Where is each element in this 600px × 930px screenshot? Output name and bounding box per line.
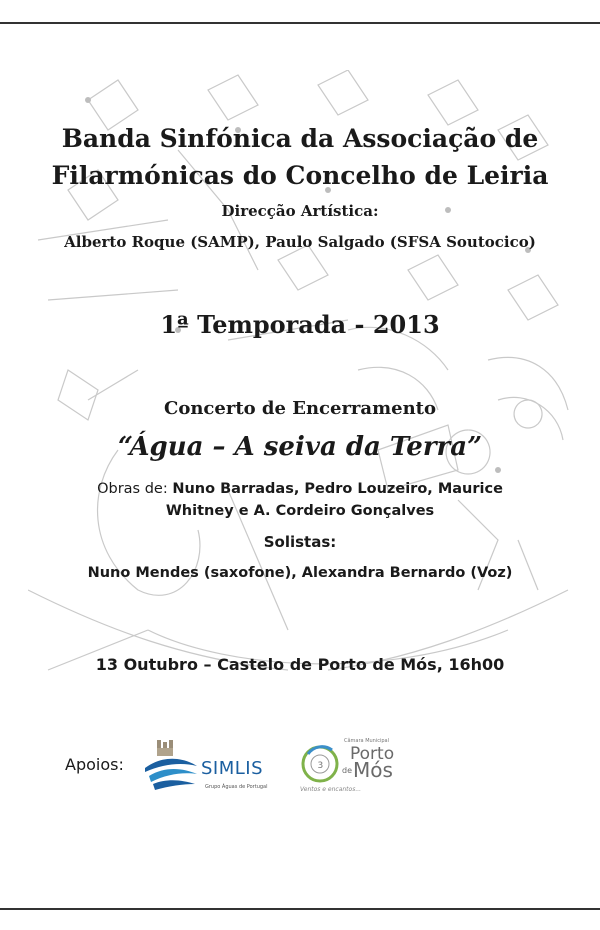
soloists-names: Nuno Mendes (saxofone), Alexandra Bernardo (Voz) xyxy=(87,565,513,581)
artistic-direction-label: Direcção Artística: xyxy=(221,202,379,220)
top-border-line xyxy=(0,22,600,24)
support-label: Apoios: xyxy=(65,755,124,774)
works-prefix: Obras de: xyxy=(97,481,168,497)
simlis-subtitle: Grupo Águas de Portugal xyxy=(205,784,268,790)
porto-name-line-2: Mós xyxy=(353,758,393,782)
bottom-border-line xyxy=(0,908,600,910)
porto-top-text: Câmara Municipal xyxy=(344,738,390,744)
soloists-label: Solistas: xyxy=(263,533,337,551)
porto-connector: de xyxy=(342,766,352,775)
works-names-line-2: Whitney e A. Cordeiro Gonçalves xyxy=(165,503,435,519)
works-line-1 xyxy=(0,478,600,500)
concert-title: “Água – A seiva da Terra” xyxy=(117,432,483,462)
porto-de-mos-logo xyxy=(298,736,408,798)
works-names-line-1: Nuno Barradas, Pedro Louzeiro, Maurice xyxy=(172,481,503,497)
simlis-name: SIMLIS xyxy=(201,758,264,779)
simlis-logo xyxy=(143,738,273,798)
band-title xyxy=(0,120,600,194)
band-title-line-1: Banda Sinfónica da Associação de xyxy=(61,124,539,153)
porto-name-line-1: Porto xyxy=(350,744,395,764)
porto-de-mos-emblem-icon xyxy=(298,738,346,788)
concert-label: Concerto de Encerramento xyxy=(164,398,436,419)
works-composers xyxy=(0,478,600,522)
season-title: 1ª Temporada - 2013 xyxy=(160,310,440,339)
porto-tagline: Ventos e encantos... xyxy=(300,786,362,793)
concert-date-location: 13 Outubro – Castelo de Porto de Mós, 16h00 xyxy=(95,655,505,674)
artistic-directors: Alberto Roque (SAMP), Paulo Salgado (SFSA Soutocico) xyxy=(64,233,536,251)
band-title-line-2: Filarmónicas do Concelho de Leiria xyxy=(51,161,549,190)
svg-text:3: 3 xyxy=(317,761,324,771)
